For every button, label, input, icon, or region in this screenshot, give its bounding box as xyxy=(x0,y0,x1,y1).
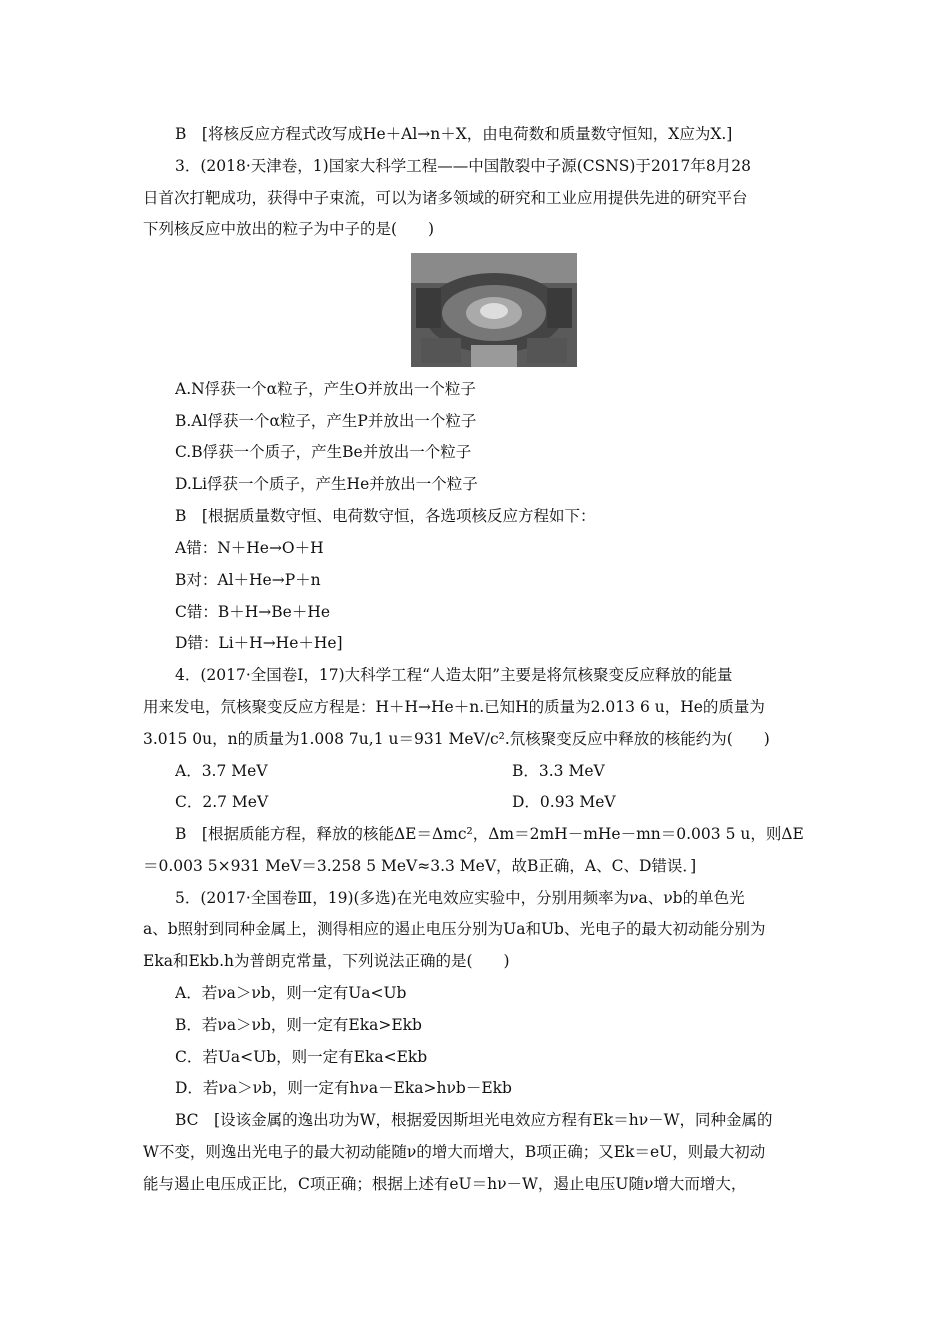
option-5c: C．若Ua<Ub，则一定有Eka<Ekb xyxy=(175,1048,428,1066)
option-3d: D.Li俘获一个质子，产生He并放出一个粒子 xyxy=(175,475,478,493)
question-3-line-3: 下列核反应中放出的粒子为中子的是( ) xyxy=(143,220,435,238)
option-4c: C．2.7 MeV xyxy=(175,793,269,811)
option-3b: B.Al俘获一个α粒子，产生P并放出一个粒子 xyxy=(175,412,477,430)
answer-3-a: A错：N＋He→O＋H xyxy=(175,539,324,557)
option-5a: A．若νa＞νb，则一定有Ua<Ub xyxy=(175,984,407,1002)
option-5b: B．若νa＞νb，则一定有Eka>Ekb xyxy=(175,1016,422,1034)
answer-5-line-1: BC [设该金属的逸出功为W，根据爱因斯坦光电效应方程有Ek＝hν－W，同种金属的 xyxy=(175,1111,773,1129)
answer-3-c: C错：B＋H→Be＋He xyxy=(175,603,331,621)
option-5d: D．若νa＞νb，则一定有hνa－Eka>hνb－Ekb xyxy=(175,1079,512,1097)
answer-3: B [根据质量数守恒、电荷数守恒，各选项核反应方程如下： xyxy=(175,507,596,525)
question-3-line-2: 日首次打靶成功，获得中子束流，可以为诸多领域的研究和工业应用提供先进的研究平台 xyxy=(143,189,748,207)
question-4-line-3: 3.015 0u，n的质量为1.008 7u,1 u＝931 MeV/c².氘核聚变反应中释放的核能约为( ) xyxy=(143,730,770,748)
answer-5-line-3: 能与遏止电压成正比，C项正确；根据上述有eU＝hν－W，遏止电压U随ν增大而增大， xyxy=(143,1175,747,1193)
csns-photo xyxy=(411,253,577,367)
question-3-line-1: 3．(2018·天津卷，1)国家大科学工程——中国散裂中子源(CSNS)于2017年8月28 xyxy=(175,157,751,175)
question-4-line-1: 4．(2017·全国卷Ⅰ，17)大科学工程“人造太阳”主要是将氘核聚变反应释放的能量 xyxy=(175,666,733,684)
option-4b: B．3.3 MeV xyxy=(512,762,605,780)
option-3a: A.N俘获一个α粒子，产生O并放出一个粒子 xyxy=(175,380,476,398)
answer-5-line-2: W不变，则逸出光电子的最大初动能随ν的增大而增大，B项正确；又Ek＝eU，则最大初动 xyxy=(143,1143,766,1161)
answer-4-line-1: B [根据质能方程，释放的核能ΔE＝Δmc²，Δm＝2mH－mHe－mn＝0.003 5 u，则ΔE xyxy=(175,825,804,843)
answer-2: B [将核反应方程式改写成He＋Al→n＋X，由电荷数和质量数守恒知，X应为X.] xyxy=(175,125,733,143)
question-5-line-1: 5．(2017·全国卷Ⅲ，19)(多选)在光电效应实验中，分别用频率为νa、νb的单色光 xyxy=(175,889,745,907)
question-5-line-2: a、b照射到同种金属上，测得相应的遏止电压分别为Ua和Ub、光电子的最大初动能分别为 xyxy=(143,920,766,938)
option-3c: C.B俘获一个质子，产生Be并放出一个粒子 xyxy=(175,443,472,461)
answer-3-b: B对：Al＋He→P＋n xyxy=(175,571,321,589)
answer-3-d: D错：Li＋H→He＋He] xyxy=(175,634,343,652)
question-4-line-2: 用来发电，氘核聚变反应方程是：H＋H→He＋n.已知H的质量为2.013 6 u，He的质量为 xyxy=(143,698,765,716)
option-4d: D．0.93 MeV xyxy=(512,793,616,811)
option-4a: A．3.7 MeV xyxy=(175,762,268,780)
answer-4-line-2: ＝0.003 5×931 MeV＝3.258 5 MeV≈3.3 MeV，故B正确，A、C、D错误．] xyxy=(143,857,697,875)
question-5-line-3: Eka和Ekb.h为普朗克常量，下列说法正确的是( ) xyxy=(143,952,510,970)
